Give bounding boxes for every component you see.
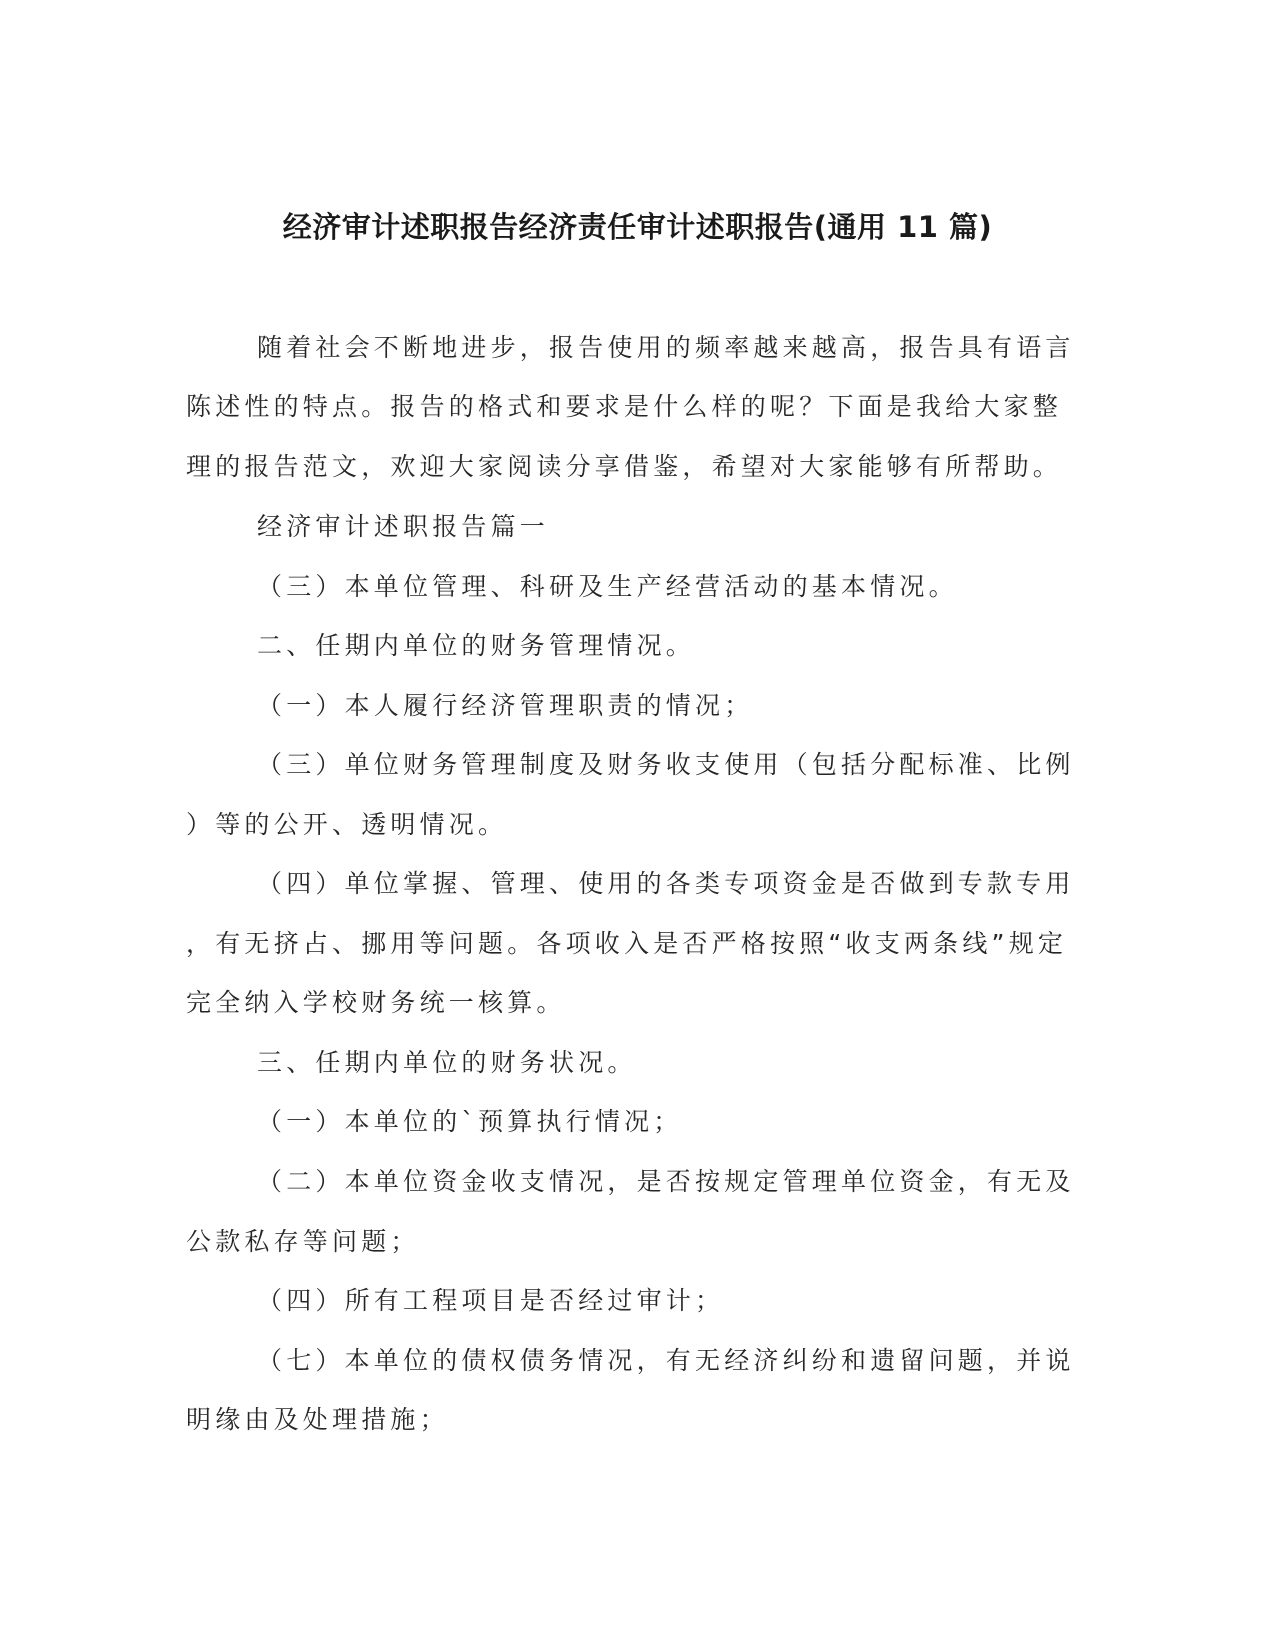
paragraph-line: 随着社会不断地进步，报告使用的频率越来越高，报告具有语言	[257, 333, 1075, 362]
paragraph-line: 公款私存等问题；	[186, 1227, 420, 1256]
paragraph-line: （三）本单位管理、科研及生产经营活动的基本情况。	[257, 572, 958, 601]
paragraph-line: 完全纳入学校财务统一核算。	[186, 988, 566, 1017]
paragraph-line: （二）本单位资金收支情况，是否按规定管理单位资金，有无及	[257, 1167, 1075, 1196]
paragraph-line: （一）本人履行经济管理职责的情况；	[257, 691, 754, 720]
paragraph-line: （一）本单位的`预算执行情况；	[257, 1107, 683, 1136]
paragraph-line: 理的报告范文，欢迎大家阅读分享借鉴，希望对大家能够有所帮助。	[186, 452, 1063, 481]
document-title: 经济审计述职报告经济责任审计述职报告(通用 11 篇)	[282, 210, 993, 244]
paragraph-line: （四）所有工程项目是否经过审计；	[257, 1286, 725, 1315]
paragraph-line: （七）本单位的债权债务情况，有无经济纠纷和遗留问题，并说	[257, 1346, 1075, 1375]
section-heading: 三、任期内单位的财务状况。	[257, 1048, 637, 1077]
paragraph-line: （四）单位掌握、管理、使用的各类专项资金是否做到专款专用	[257, 869, 1075, 898]
section-heading: 经济审计述职报告篇一	[257, 512, 550, 541]
section-heading: 二、任期内单位的财务管理情况。	[257, 631, 696, 660]
paragraph-line: （三）单位财务管理制度及财务收支使用（包括分配标准、比例	[257, 750, 1075, 779]
paragraph-line: 陈述性的特点。报告的格式和要求是什么样的呢？下面是我给大家整	[186, 392, 1063, 421]
paragraph-line: ）等的公开、透明情况。	[186, 810, 508, 839]
paragraph-line: 明缘由及处理措施；	[186, 1405, 449, 1434]
paragraph-line: ，有无挤占、挪用等问题。各项收入是否严格按照“收支两条线”规定	[186, 929, 1068, 958]
